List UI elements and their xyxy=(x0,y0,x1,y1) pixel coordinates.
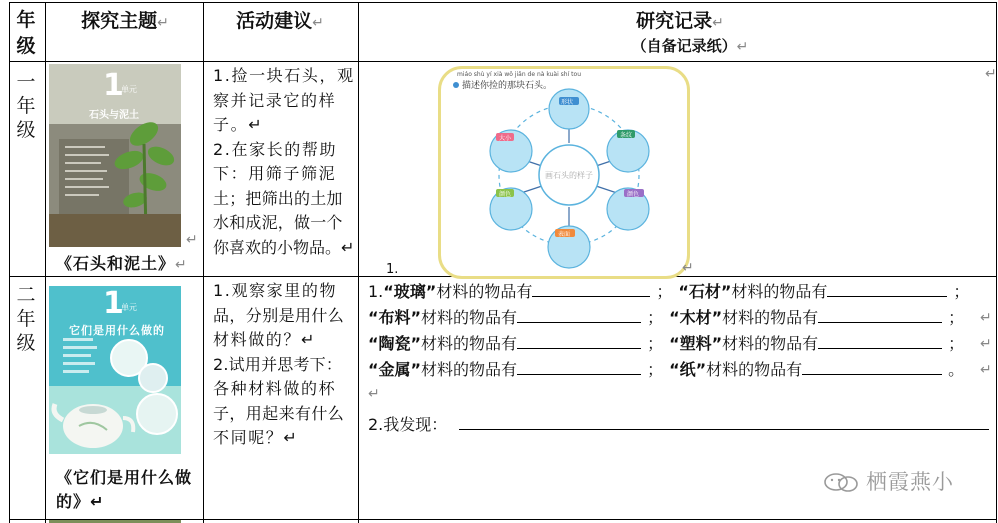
row1-activity-line: 2.在家长的帮助 xyxy=(213,139,338,159)
caption-stones-soil xyxy=(56,252,188,277)
cover2-title: 它们是用什么做的 xyxy=(69,324,165,337)
fill-blank[interactable] xyxy=(818,334,942,349)
header-record-text: 研究记录 xyxy=(636,10,713,32)
row1-activity-line: 下：用筛子筛泥 xyxy=(213,164,337,183)
header-record xyxy=(560,8,800,36)
return-mark: ↵ xyxy=(712,15,724,31)
row2-grade-3: 级 xyxy=(16,332,36,354)
material-b-text: 材料的物品有 xyxy=(706,360,803,379)
finding-blank[interactable] xyxy=(459,415,989,430)
material-b: “木材” xyxy=(669,308,723,327)
table-border-top xyxy=(9,2,997,3)
row2-activity-line: 子，用起来有什么 xyxy=(213,403,345,423)
record-side-mark: ↵ xyxy=(980,362,992,378)
diagram-return-mark: ↵ xyxy=(682,260,694,276)
diagram-label: 表面 xyxy=(558,231,571,238)
watermark-text: 栖霞燕小 xyxy=(866,470,954,494)
material-a-text: 材料的物品有 xyxy=(436,282,533,301)
record-return-mark: ↵ xyxy=(368,386,380,402)
material-b: “塑料” xyxy=(669,334,723,353)
stone-description-diagram xyxy=(438,66,690,279)
header-activity xyxy=(215,8,345,36)
header-topic xyxy=(60,8,190,36)
return-mark: ↵ xyxy=(312,15,324,31)
diagram-label: 条纹 xyxy=(620,132,633,139)
material-a-text: 材料的物品有 xyxy=(421,308,518,327)
material-a: “陶瓷” xyxy=(368,334,422,353)
col-divider-1 xyxy=(45,2,46,523)
record-row xyxy=(368,305,964,331)
material-a: “金属” xyxy=(368,360,422,379)
fill-blank[interactable] xyxy=(818,308,942,323)
header-record-sub-text: （自备记录纸） xyxy=(631,37,737,55)
diagram-center-text: 画石头的样子 xyxy=(545,171,593,180)
caption-materials xyxy=(56,466,202,514)
row1-stray-number: 1. xyxy=(386,262,399,277)
row2-activity-line: 2.试用并思考下： xyxy=(213,354,343,374)
material-a: “布料” xyxy=(368,308,422,327)
row2-activities xyxy=(213,279,358,451)
diagram-prompt-text: 描述你捡的那块石头。 xyxy=(462,81,553,91)
material-b-text: 材料的物品有 xyxy=(722,308,819,327)
header-activity-text: 活动建议 xyxy=(236,10,313,32)
fill-blank[interactable] xyxy=(517,334,641,349)
cover2-unit-number: 1 xyxy=(103,286,124,321)
caption-materials-line: 的》↵ xyxy=(56,492,105,511)
row1-end-mark: ↵ xyxy=(985,66,997,82)
row1-activity-line: 察并记录它的样 xyxy=(213,90,337,110)
book-cover-materials xyxy=(49,286,181,454)
diagram-label: 大小 xyxy=(499,135,512,142)
material-b-text: 材料的物品有 xyxy=(731,282,828,301)
diagram-label: 颜色 xyxy=(627,191,640,198)
record-end: ； xyxy=(948,334,965,353)
finding-label: 2.我发现： xyxy=(368,415,448,434)
record-side-mark: ↵ xyxy=(980,310,992,326)
col-divider-2 xyxy=(203,2,204,523)
diagram-label: 形状 xyxy=(561,99,574,106)
fill-blank[interactable] xyxy=(802,360,942,375)
header-topic-text: 探究主题 xyxy=(81,10,158,32)
fill-blank[interactable] xyxy=(532,282,650,297)
record-row xyxy=(368,279,969,305)
row2-activity-line: 不同呢？↵ xyxy=(213,428,299,447)
record-row xyxy=(368,357,964,383)
row2-grade-2: 年 xyxy=(16,308,36,330)
row1-grade-2: 年 xyxy=(16,95,36,117)
book-cover-stones-soil xyxy=(49,64,181,247)
record-side-mark: ↵ xyxy=(980,336,992,352)
caption-materials-line: 《它们是用什么做 xyxy=(56,468,193,487)
record-separator: ； xyxy=(647,334,664,353)
row1-activity-line: 土；把筛出的土加 xyxy=(213,188,343,208)
cover1-unit-number: 1 xyxy=(103,68,124,103)
row1-activities xyxy=(213,64,358,260)
row1-activity-line: 你喜欢的小物品。↵ xyxy=(213,237,355,257)
cover2-unit-word: 单元 xyxy=(121,303,137,312)
row2-grade-1: 二 xyxy=(16,284,36,306)
record-separator: ； xyxy=(647,308,664,327)
row-divider-1 xyxy=(9,61,997,62)
record-row xyxy=(368,331,964,357)
fill-blank[interactable] xyxy=(517,308,641,323)
header-record-sub xyxy=(590,35,790,58)
col-divider-3 xyxy=(358,2,359,523)
cover1-unit-word: 单元 xyxy=(121,85,137,94)
record-end: ； xyxy=(953,282,970,301)
row2-activity-line: 品，分别是用什么 xyxy=(213,305,345,325)
record-separator: ； xyxy=(656,282,673,301)
diagram-label: 颜色 xyxy=(499,191,512,198)
row2-activity-line: 1.观察家里的物 xyxy=(213,281,338,300)
row1-grade-3: 级 xyxy=(16,119,36,141)
caption-stones-soil-text: 《石头和泥土》 xyxy=(56,254,176,273)
material-a-text: 材料的物品有 xyxy=(421,334,518,353)
return-mark: ↵ xyxy=(175,257,188,273)
finding-row xyxy=(368,412,989,438)
material-b-text: 材料的物品有 xyxy=(722,334,819,353)
record-end: ； xyxy=(948,308,965,327)
row1-activity-line: 水和成泥，做一个 xyxy=(213,213,343,232)
col-divider-0 xyxy=(9,2,10,523)
wechat-icon xyxy=(822,470,862,494)
fill-blank[interactable] xyxy=(517,360,641,375)
header-grade-1: 年 xyxy=(16,9,36,31)
record-end: 。 xyxy=(948,360,965,379)
record-prefix: 1. xyxy=(368,282,384,301)
row2-activity-line: 各种材料做的杯 xyxy=(213,379,337,398)
fill-blank[interactable] xyxy=(827,282,947,297)
row1-activity-line: 子。↵ xyxy=(213,115,264,134)
row2-activity-line: 材料做的？↵ xyxy=(213,330,317,349)
return-mark: ↵ xyxy=(736,39,749,55)
record-separator: ； xyxy=(647,360,664,379)
diagram-pinyin: miáo shù yí xià wǒ jiǎn de nà kuài shí tou xyxy=(457,71,582,78)
material-a: “玻璃” xyxy=(383,282,437,301)
material-b: “石材” xyxy=(678,282,732,301)
row1-activity-line: 1.捡一块石头，观 xyxy=(213,66,355,85)
return-mark: ↵ xyxy=(157,15,169,31)
material-b: “纸” xyxy=(669,360,707,379)
row1-grade-1: 一 xyxy=(16,71,36,93)
header-grade-2: 级 xyxy=(16,35,36,57)
cover1-return-mark: ↵ xyxy=(186,232,198,248)
material-a-text: 材料的物品有 xyxy=(421,360,518,379)
cover1-title: 石头与泥土 xyxy=(89,110,139,121)
